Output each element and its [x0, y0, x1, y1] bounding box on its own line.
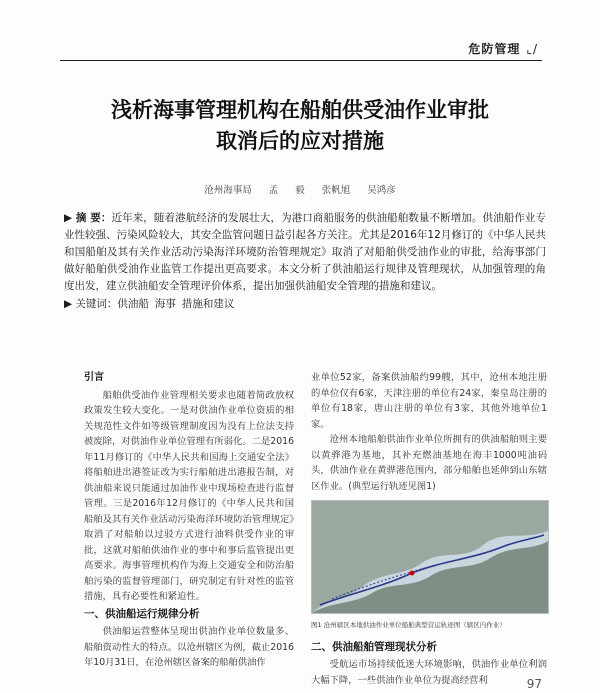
- section-heading-1: 一、供油船运行规律分析: [84, 607, 200, 620]
- section-heading-2: 二、供油船舶管理现状分析: [311, 640, 437, 653]
- authors: 沧州海事局 孟 毅 张帆旭 吴鸿彦: [204, 185, 396, 196]
- right-paragraph-2: 沧州本地船舶供油作业单位所拥有的供油船舶则主要以黄骅港为基地，其补充燃油基地在海丰1000吨油码头，供油作业在黄骅港范围内，部分船舶也延伸到山东辖区作业。(典型运行轨迹见图1): [311, 434, 547, 492]
- section-2-paragraph: 受航运市场持续低迷大环境影响，供油作业单位利润大幅下降，一些供油作业单位为提高经营利: [311, 659, 547, 686]
- intro-paragraph: 船舶供受油作业管理相关要求也随着简政放权政策发生较大变化。一是对供油作业单位资质的相关规范性文件如等级管理制度因为没有上位法支持被废除，对供油作业单位管理有所弱化。二是2016年11月修订的《中华人民共和国海上交通安全法》将船舶进出港签证改为实行船舶进出港报告制，对供油船来说只能通过加油作业中现场检查进行监督管理。三是2016年12月修订的《中华人民共和国船舶及其有关作业活动污染海洋环境防治管理规定》取消了对船舶以过驳方式进行油料供受作业的审批，这就对船舶供油作业的事中和事后监管提出更高要求。海事管理机构作为海上交通安全和防治船舶污染的监督管理部门，研究制定有针对性的监管措施，具有必要性和紧迫性。: [84, 389, 294, 602]
- abstract-label: ▶ 摘 要：: [64, 212, 112, 224]
- abstract-text: 近年来，随着港航经济的发展壮大，为港口商船服务的供油船舶数量不断增加。供油船作业专业性较强、污染风险较大，其安全监管问题日益引起各方关注。尤其是2016年12月修订的《中华人民共和国船舶及其有关作业活动污染海洋环境防治管理规定》取消了对船舶供受油作业的审批，给海事部门做好船舶供受油作业监管工作提出更高要求。本文分析了供油船运行规律及管理现状，从加强管理的角度出发，建立供油船安全管理评价体系，提出加强供油船安全管理的措施和建议。: [64, 212, 547, 292]
- header-rule: [60, 60, 542, 61]
- keyword: 措施和建议: [181, 298, 235, 310]
- keyword: 供油船: [117, 298, 149, 310]
- figure-caption: 图1 沧州辖区本地供油作业单位船舶典型营运轨迹图（辖区内作业）: [311, 621, 506, 629]
- abstract: [64, 210, 546, 295]
- map-image: [312, 501, 548, 613]
- title-line-2: 取消后的应对措施: [216, 129, 384, 153]
- section-mark-icon: ⌞/: [526, 42, 538, 56]
- keyword: 海事: [154, 298, 176, 310]
- keywords-label: ▶ 关键词：: [64, 298, 118, 310]
- page-number: 97: [526, 677, 542, 691]
- article-title: [40, 95, 560, 157]
- keywords: [64, 296, 546, 311]
- left-column: [84, 370, 294, 671]
- port-marker: [410, 571, 415, 576]
- route-map-figure: [311, 500, 549, 614]
- section-1-paragraph: 供油船运营整体呈现出供油作业单位数量多、船舶资动性大的特点。以沧州辖区为例，截止2016年10月31日，在沧州辖区备案的船舶供油作: [84, 626, 294, 668]
- intro-heading: 引言: [84, 372, 104, 383]
- right-column: [311, 370, 547, 688]
- title-line-1: 浅析海事管理机构在船舶供受油作业审批: [111, 98, 489, 122]
- right-paragraph-1: 业单位52家，备案供油船约99艘，其中，沧州本地注册的单位仅有6家，天津注册的单位有24家，秦皇岛注册的单位有18家，唐山注册的单位有3家，其他外地单位1家。: [311, 372, 547, 430]
- section-tag: [468, 40, 538, 57]
- section-name: 危防管理: [468, 42, 521, 56]
